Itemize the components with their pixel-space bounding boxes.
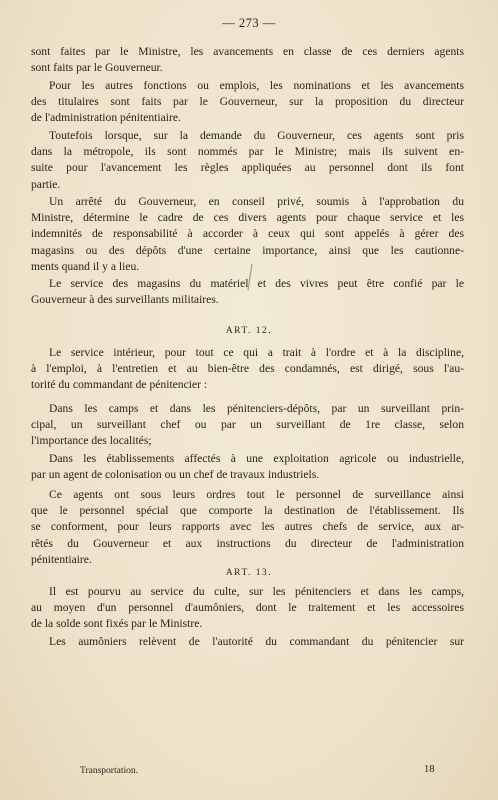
text-line: au moyen d'un personnel d'aumôniers, dont le traitement et les accessoires	[31, 601, 464, 615]
text-line: indemnités de responsabilité à accorder à ceux qui sont appelés à gérer des	[31, 227, 464, 241]
paragraph-8	[31, 451, 464, 483]
text-line: Dans les établissements affectés à une exploitation agricole ou industrielle,	[49, 452, 464, 465]
text-line: torité du commandant de pénitencier :	[31, 378, 208, 392]
text-line: se conforment, pour leurs rapports avec les autres chefs de service, aux ar-	[31, 520, 464, 534]
paragraph-3	[31, 128, 464, 193]
paragraph-5	[31, 276, 464, 308]
text-line: Dans les camps et dans les pénitenciers-dépôts, par un surveillant prin-	[49, 402, 464, 415]
article-13-heading: ART. 13.	[225, 568, 273, 578]
text-line: sont faites par le Ministre, les avancements en classe de ces derniers agents	[31, 45, 464, 58]
text-line: Un arrêté du Gouverneur, en conseil privé, soumis à l'approbation du	[49, 195, 464, 208]
text-line: Les aumôniers relèvent de l'autorité du commandant du pénitencier sur	[49, 635, 464, 648]
footer-signature: Transportation.	[80, 766, 138, 776]
paragraph-2	[31, 78, 464, 127]
text-line: de l'administration pénitentiaire.	[31, 111, 181, 125]
page-number: — 273 —	[222, 16, 276, 30]
text-line: que le personnel spécial que comporte la destination de l'établissement. Ils	[31, 504, 464, 518]
text-line: Pour les autres fonctions ou emplois, les nominations et les avancements	[49, 79, 464, 92]
text-line: pénitentiaire.	[31, 552, 92, 566]
paragraph-6	[31, 345, 464, 394]
text-line: Le service des magasins du matériel et des vivres peut être confié par le	[49, 277, 464, 290]
text-line: des titulaires sont faits par le Gouverneur, sur la proposition du directeur	[31, 95, 464, 109]
text-line: à l'emploi, à l'entretien et au bien-être des condamnés, est dirigé, sous l'au-	[31, 362, 464, 376]
text-line: ments quand il y a lieu.	[31, 259, 140, 273]
text-line: suite pour l'avancement les règles appliquées au personnel dont ils font	[31, 161, 464, 175]
footer-sheet-number: 18	[424, 764, 435, 775]
text-line: Le service intérieur, pour tout ce qui a trait à l'ordre et à la discipline,	[49, 346, 464, 359]
text-line: de la solde sont fixés par le Ministre.	[31, 617, 203, 631]
paragraph-10	[31, 584, 464, 633]
text-line: Ministre, détermine le cadre de ces divers agents pour chaque service et les	[31, 211, 464, 225]
text-line: cipal, un surveillant chef ou par un surveillant de 1re classe, selon	[31, 418, 464, 432]
paragraph-7	[31, 401, 464, 450]
text-line: Ce agents ont sous leurs ordres tout le personnel de surveillance ainsi	[49, 488, 464, 501]
text-line: sont faits par le Gouverneur.	[31, 61, 163, 75]
text-line: Toutefois lorsque, sur la demande du Gouverneur, ces agents sont pris	[49, 129, 464, 142]
text-line: rêtés du Gouverneur et aux instructions du directeur de l'administration	[31, 536, 464, 550]
text-line: partie.	[31, 177, 61, 191]
text-line: Gouverneur à des surveillants militaires.	[31, 293, 219, 307]
text-line: dans la métropole, ils sont nommés par le Ministre; mais ils suivent en-	[31, 145, 464, 159]
paragraph-1	[31, 44, 464, 76]
text-line: l'importance des localités;	[31, 434, 152, 448]
text-line: Il est pourvu au service du culte, sur les pénitenciers et dans les camps,	[49, 585, 464, 598]
paragraph-9	[31, 487, 464, 568]
paragraph-11	[31, 634, 464, 650]
article-12-heading: ART. 12.	[225, 326, 273, 336]
text-line: par un agent de colonisation ou un chef de travaux industriels.	[31, 468, 320, 482]
text-line: magasins ou des dépôts d'une certaine importance, ainsi que les cautionne-	[31, 243, 464, 257]
